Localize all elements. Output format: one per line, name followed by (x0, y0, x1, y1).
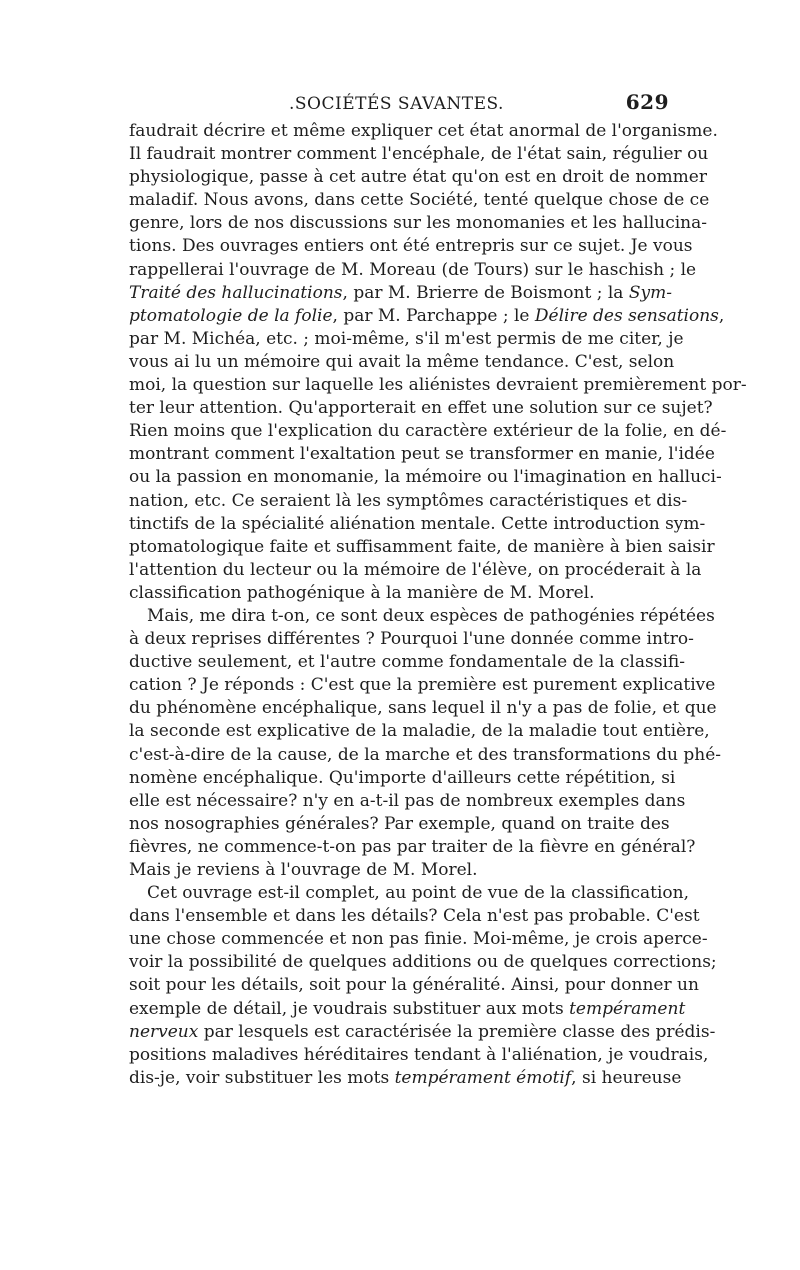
text-line: une chose commencée et non pas finie. Moi-même, je crois aperce- (129, 929, 708, 950)
document-page (129, 86, 747, 1090)
text-line: cation ? Je réponds : C'est que la première est purement explicative (129, 675, 716, 696)
text-line: voir la possibilité de quelques additions ou de quelques corrections; (129, 952, 717, 973)
text-line: ou la passion en monomanie, la mémoire ou l'imagination en halluci- (129, 467, 722, 488)
text-line: genre, lors de nos discussions sur les monomanies et les hallucina- (129, 213, 707, 234)
text-line: dans l'ensemble et dans les détails? Cela n'est pas probable. C'est (129, 906, 700, 927)
text-line: tions. Des ouvrages entiers ont été entrepris sur ce sujet. Je vous (129, 236, 693, 257)
text-line: exemple de détail, je voudrais substituer aux mots tempérament (129, 998, 686, 1019)
text-line: fièvres, ne commence-t-on pas par traiter de la fièvre en général? (129, 836, 696, 857)
page-number: 629 (625, 90, 669, 114)
text-line: Cet ouvrage est-il complet, au point de vue de la classification, (147, 883, 689, 904)
text-line: par M. Michéa, etc. ; moi-même, s'il m'est permis de me citer, je (129, 328, 684, 349)
text-line: elle est nécessaire? n'y en a-t-il pas de nombreux exemples dans (129, 790, 686, 811)
text-line: Mais, me dira t-on, ce sont deux espèces de pathogénies répétées (147, 605, 715, 626)
text-line: nerveux par lesquels est caractérisée la première classe des prédis- (129, 1021, 716, 1042)
text-line: Traité des hallucinations, par M. Brierre de Boismont ; la Sym- (129, 282, 672, 303)
paragraph (129, 120, 747, 605)
text-line: ptomatologie de la folie, par M. Parchappe ; le Délire des sensations, (129, 305, 725, 326)
paragraph (129, 605, 721, 882)
text-line: moi, la question sur laquelle les aliénistes devraient premièrement por- (129, 375, 747, 396)
text-line: Rien moins que l'explication du caractère extérieur de la folie, en dé- (129, 421, 727, 442)
text-line: classification pathogénique à la manière de M. Morel. (129, 582, 595, 603)
text-line: à deux reprises différentes ? Pourquoi l'une donnée comme intro- (129, 629, 694, 650)
text-line: nation, etc. Ce seraient là les symptômes caractéristiques et dis- (129, 490, 688, 511)
text-line: dis-je, voir substituer les mots tempérament émotif, si heureuse (129, 1067, 682, 1088)
text-line: maladif. Nous avons, dans cette Société, tenté quelque chose de ce (129, 190, 710, 211)
text-line: l'attention du lecteur ou la mémoire de l'élève, on procéderait à la (129, 559, 702, 580)
text-line: Mais je reviens à l'ouvrage de M. Morel. (129, 860, 478, 880)
text-line: faudrait décrire et même expliquer cet état anormal de l'organisme. (129, 121, 718, 141)
text-line: soit pour les détails, soit pour la généralité. Ainsi, pour donner un (129, 975, 699, 996)
text-line: nos nosographies générales? Par exemple, quand on traite des (129, 813, 670, 834)
text-line: montrant comment l'exaltation peut se transformer en manie, l'idée (129, 444, 715, 465)
text-line: physiologique, passe à cet autre état qu'on est en droit de nommer (129, 167, 707, 188)
text-line: ductive seulement, et l'autre comme fondamentale de la classifi- (129, 652, 685, 673)
running-title: .SOCIÉTÉS SAVANTES. (289, 94, 504, 114)
text-line: nomène encéphalique. Qu'importe d'ailleurs cette répétition, si (129, 767, 676, 788)
text-line: Il faudrait montrer comment l'encéphale, de l'état sain, régulier ou (129, 144, 709, 165)
text-line: vous ai lu un mémoire qui avait la même tendance. C'est, selon (129, 351, 675, 372)
text-line: rappellerai l'ouvrage de M. Moreau (de Tours) sur le haschish ; le (129, 259, 697, 280)
text-line: positions maladives héréditaires tendant à l'aliénation, je voudrais, (129, 1044, 709, 1065)
paragraph (129, 882, 717, 1090)
text-line: du phénomène encéphalique, sans lequel il n'y a pas de folie, et que (129, 698, 717, 719)
body-text (129, 120, 747, 1090)
text-line: ter leur attention. Qu'apporterait en effet une solution sur ce sujet? (129, 398, 713, 419)
text-line: la seconde est explicative de la maladie, de la maladie tout entière, (129, 721, 710, 742)
text-line: c'est-à-dire de la cause, de la marche et des transformations du phé- (129, 744, 721, 765)
text-line: tinctifs de la spécialité aliénation mentale. Cette introduction sym- (129, 513, 706, 534)
running-head (129, 86, 669, 120)
text-line: ptomatologique faite et suffisamment faite, de manière à bien saisir (129, 536, 715, 557)
